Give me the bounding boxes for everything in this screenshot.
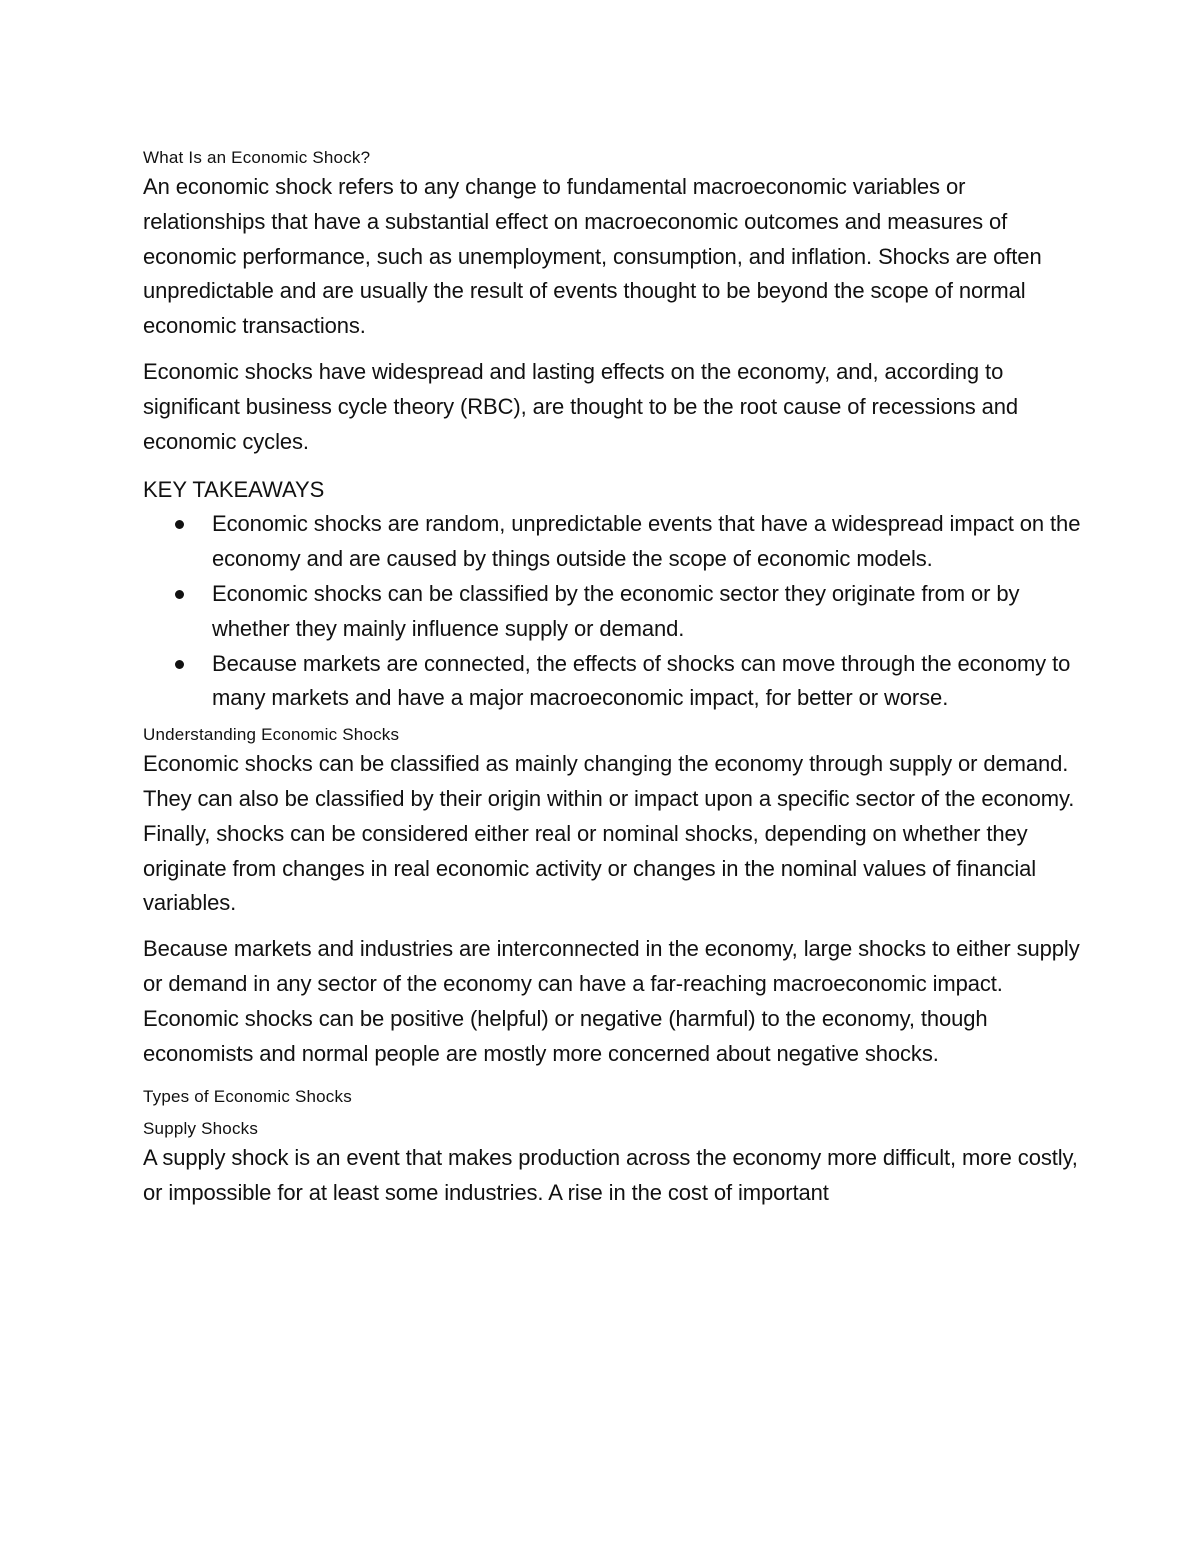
key-takeaway-item [143, 647, 1083, 717]
key-takeaway-text: Economic shocks can be classified by the economic sector they originate from or by whether they mainly influence supply or demand. [212, 580, 1020, 641]
intro-paragraph-2: Economic shocks have widespread and lasting effects on the economy, and, according to significant business cycle theory (RBC), are thought to be the root cause of recessions and economic cycles. [143, 358, 1019, 454]
understanding-paragraph-2: Because markets and industries are interconnected in the economy, large shocks to either supply or demand in any sector of the economy can have a far-reaching macroeconomic impact. Economic shocks can be positive (helpful) or negative (harmful) to the economy, though economists and normal people are mostly more concerned about negative shocks. [143, 936, 1080, 1066]
document-title: What Is an Economic Shock? [143, 148, 371, 167]
intro-paragraph-1: An economic shock refers to any change to fundamental macroeconomic variables or relationships that have a substantial effect on macroeconomic outcomes and measures of economic performance, such as unemployment, consumption, and inflation. Shocks are often unpredictable and are usually the result of events thought to be beyond the scope of normal economic transactions. [143, 174, 1042, 339]
key-takeaway-item [143, 507, 1083, 577]
key-takeaway-text: Because markets are connected, the effects of shocks can move through the economy to many markets and have a major macroeconomic impact, for better or worse. [212, 650, 1071, 711]
key-takeaway-text: Economic shocks are random, unpredictable events that have a widespread impact on the economy and are caused by things outside the scope of economic models. [212, 511, 1081, 572]
bullet-icon [175, 660, 184, 669]
key-takeaways-heading: KEY TAKEAWAYS [143, 477, 325, 503]
supply-shocks-paragraph: A supply shock is an event that makes production across the economy more difficult, more costly, or impossible for at least some industries. A rise in the cost of important [143, 1145, 1078, 1206]
understanding-heading: Understanding Economic Shocks [143, 725, 400, 745]
key-takeaway-item [143, 577, 1083, 647]
bullet-icon [175, 590, 184, 599]
document-page [143, 146, 1083, 1211]
bullet-icon [175, 520, 184, 529]
understanding-paragraph-1: Economic shocks can be classified as mainly changing the economy through supply or demand. They can also be classified by their origin within or impact upon a specific sector of the economy. Finally, shocks can be considered either real or nominal shocks, depending on whether they originate from changes in real economic activity or changes in the nominal values of financial variables. [143, 751, 1075, 916]
supply-shocks-subheading: Supply Shocks [143, 1119, 259, 1139]
key-takeaways-list [143, 507, 1083, 716]
types-heading: Types of Economic Shocks [143, 1087, 352, 1107]
